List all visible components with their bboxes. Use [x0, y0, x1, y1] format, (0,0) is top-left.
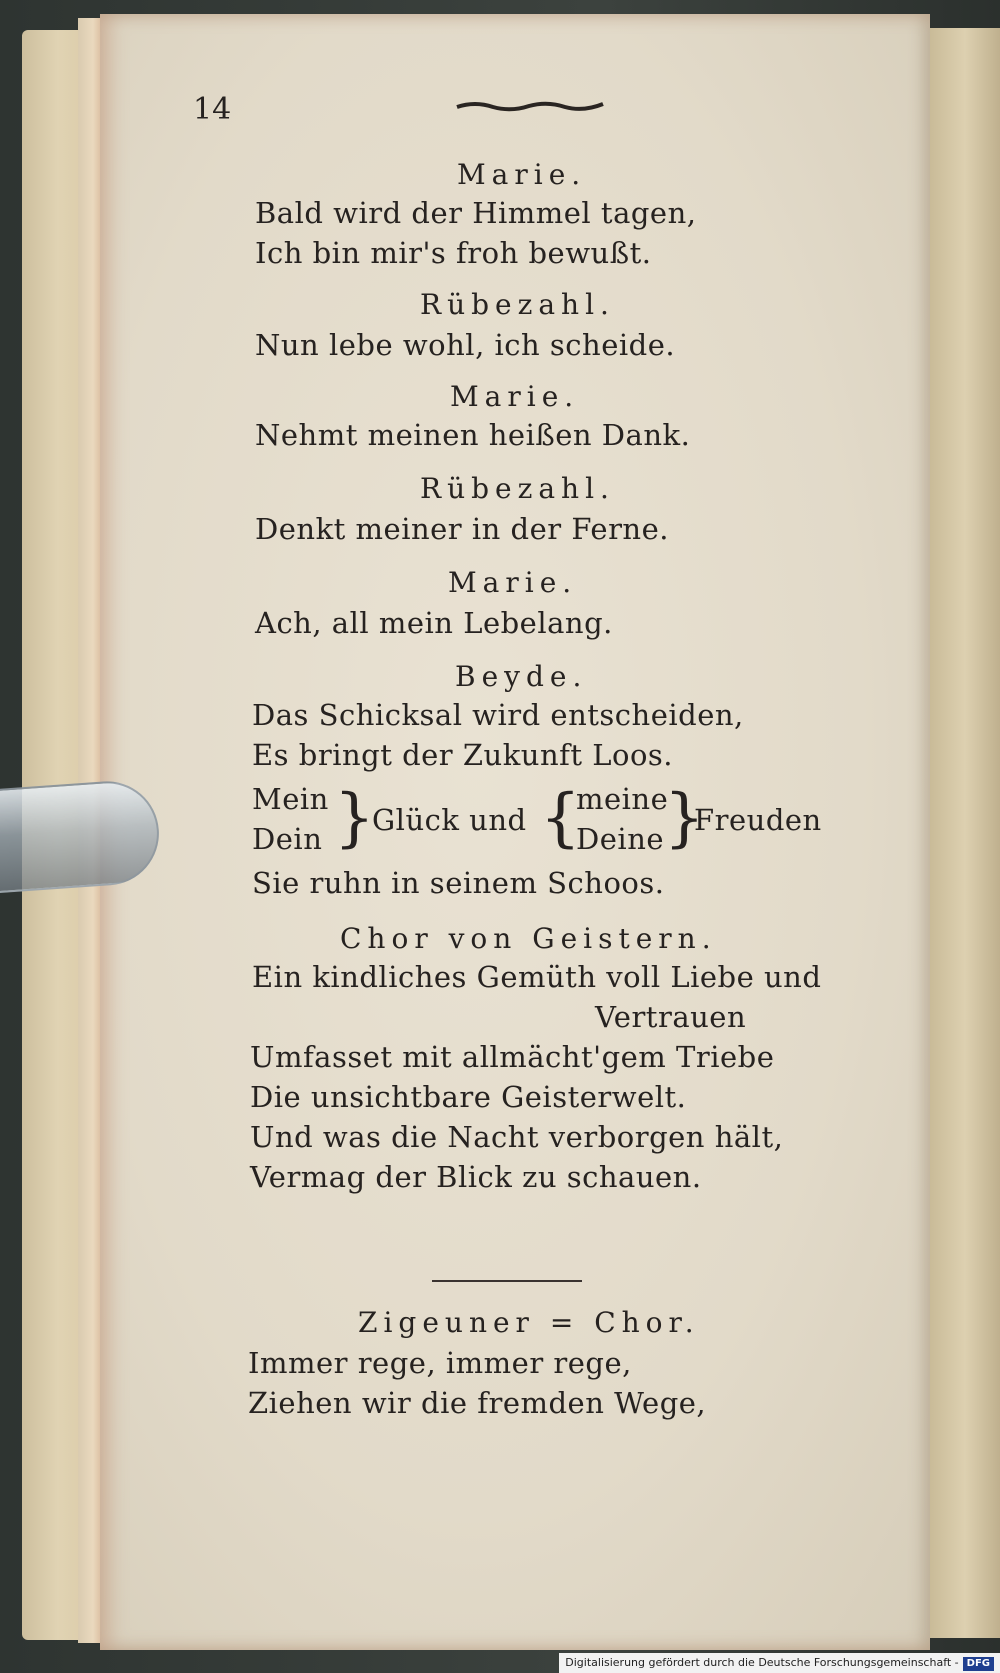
verse-line: Nun lebe wohl, ich scheide. — [255, 328, 676, 362]
verse-line: Immer rege, immer rege, — [248, 1346, 632, 1380]
brace-middle-text: Glück und — [372, 803, 527, 837]
dfg-logo: DFG — [963, 1657, 994, 1671]
verse-line: Die unsichtbare Geisterwelt. — [250, 1080, 687, 1114]
verse-line: Vermag der Blick zu schauen. — [250, 1160, 702, 1194]
brace-tail-text: Freuden — [694, 803, 822, 837]
brace-right-line: meine — [576, 782, 669, 816]
page-number: 14 — [193, 92, 232, 127]
digitization-credit — [559, 1653, 1000, 1673]
speaker-marie: Marie. — [457, 158, 587, 191]
verse-line: Bald wird der Himmel tagen, — [255, 196, 697, 230]
verse-line: Ziehen wir die fremden Wege, — [248, 1386, 707, 1420]
speaker-marie: Marie. — [450, 380, 580, 413]
verse-line: Es bringt der Zukunft Loos. — [252, 738, 674, 772]
header-ornament — [455, 98, 605, 114]
verse-line: Nehmt meinen heißen Dank. — [255, 418, 691, 452]
verse-line: Vertrauen — [595, 1000, 747, 1034]
verse-line: Ich bin mir's froh bewußt. — [255, 236, 652, 270]
brace-left: { — [540, 781, 581, 855]
book-right-edge — [930, 28, 1000, 1638]
speaker-chorus: Chor von Geistern. — [340, 922, 717, 955]
speaker-marie: Marie. — [448, 566, 578, 599]
verse-line: Das Schicksal wird entscheiden, — [252, 698, 744, 732]
section-divider — [432, 1280, 582, 1282]
verse-line: Umfasset mit allmächt'gem Triebe — [250, 1040, 775, 1074]
credit-text: Digitalisierung gefördert durch die Deutsche Forschungsgemeinschaft - — [565, 1656, 959, 1669]
verse-line: Sie ruhn in seinem Schoos. — [252, 866, 665, 900]
brace-left-line: Mein — [252, 782, 329, 816]
speaker-ruebezahl: Rübezahl. — [420, 288, 615, 321]
speaker-gypsy-chorus: Zigeuner = Chor. — [358, 1306, 700, 1339]
verse-line: Und was die Nacht verborgen hält, — [250, 1120, 784, 1154]
verse-line: Denkt meiner in der Ferne. — [255, 512, 669, 546]
brace-right: } — [334, 781, 375, 855]
speaker-beyde: Beyde. — [455, 660, 588, 693]
brace-left-line: Dein — [252, 822, 323, 856]
speaker-ruebezahl: Rübezahl. — [420, 472, 615, 505]
verse-line: Ach, all mein Lebelang. — [255, 606, 613, 640]
verse-line: Ein kindliches Gemüth voll Liebe und — [252, 960, 822, 994]
brace-right-line: Deine — [576, 822, 665, 856]
brace-right: } — [664, 781, 705, 855]
